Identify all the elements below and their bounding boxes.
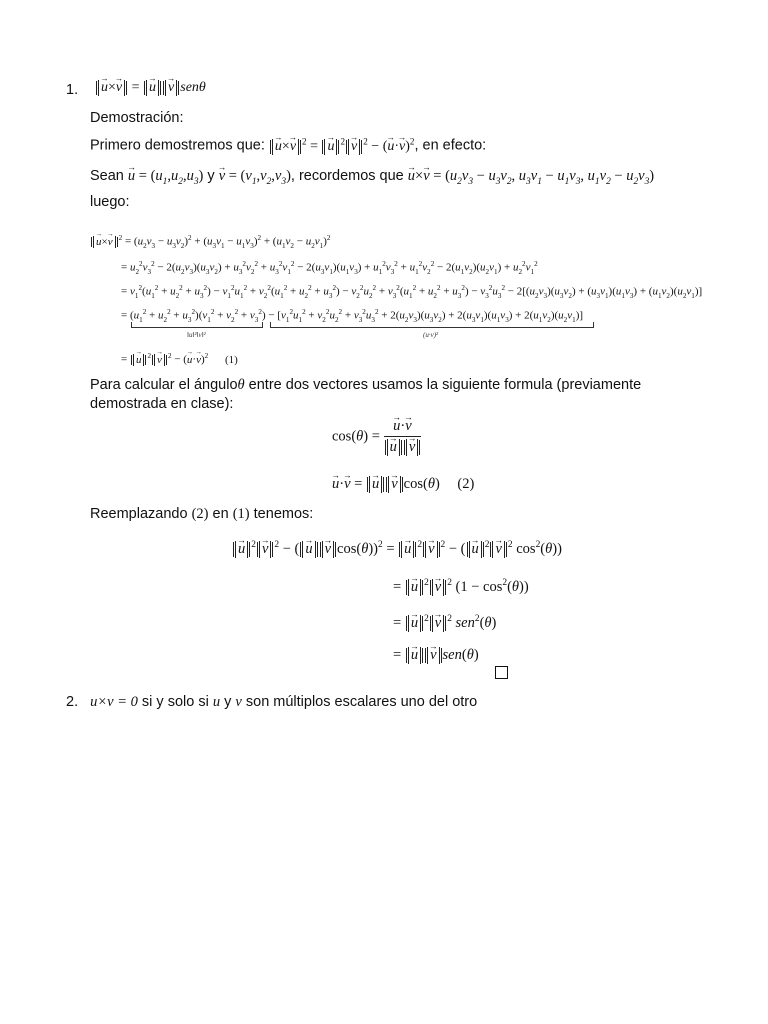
cos-formula: cos(θ) = → u·→ v → u→ v (332, 418, 421, 456)
ref-equation-2: (2) (191, 506, 209, 522)
underbrace-norms-label: ‖u‖²‖v‖² (187, 331, 206, 339)
para-calcular-line-1 (90, 377, 641, 394)
item-1-statement: → u×→ v = → u→ v senθ (95, 80, 206, 96)
equation-tag-2: (2) (457, 476, 475, 492)
reemplazando-line (90, 506, 313, 523)
item-2-v: v (235, 694, 242, 710)
derivation-line-4: = → u→ v sen(θ) (393, 647, 479, 664)
sean-line (90, 168, 654, 187)
sean-text: Sean (90, 168, 124, 184)
para-calcular-text-a: Para calcular el ángulo (90, 377, 238, 393)
expansion-line-4: = $(u_1^2 + u_2^2 + u_3^2)(v_1^2 + v_2^2 + v_3^2) - [v_1^2u_1^2 + v_2^2u_2^2 + v_3^2u_3^2 + 2(u_2v_3)(u_3v_2) + 2(u_3v_1)(u_1v_3) + 2(u_1v_2)(u_2v_1)]$ (121, 308, 584, 324)
expansion-line-2: = $u_2^2v_3^2 - 2(u_2v_3)(u_3v_2) + u_3^2v_2^2 + u_3^2v_1^2 - 2(u_3v_1)(u_1v_3) + u_1^2v_3^2 + u_1^2v_2^2 - 2(u_1v_2)(u_2v_1) + u_2^2v_1^2$ (121, 260, 538, 276)
en-text: en (212, 506, 229, 522)
primero-text: Primero demostremos que: (90, 137, 265, 154)
derivation-line-3: = → u $^2$→ v $^2$ sen$^2$(θ) (393, 614, 496, 632)
v-definition: → $v = (v_1,v_2,v_3)$ (219, 168, 291, 184)
item-2-number: 2. (66, 694, 79, 710)
item-2-u: u (212, 694, 221, 710)
underbrace-dot-label: (u·v)² (423, 331, 439, 339)
item-2-text-a: si y solo si (141, 694, 209, 710)
qed-box (495, 666, 508, 679)
underbrace-norms (131, 322, 263, 328)
ref-equation-1: (1) (232, 506, 250, 522)
y-text: y (207, 168, 215, 184)
expansion-line-1: → u×→ v $^2 = (u_2v_3 - u_3v_2)^2 + (u_3v_1 - u_1v_3)^2 + (u_1v_2 - u_2v_1)^2$ (90, 234, 331, 250)
item-2-y: y (224, 694, 232, 710)
tenemos-text: tenemos: (253, 506, 314, 522)
recordemos-text: , recordemos que (290, 168, 404, 184)
para-calcular-text-b: entre dos vectores usamos la siguiente formula (previamente (248, 377, 642, 393)
dot-product-formula: → u·→ v = → u→ v cos(θ) (2) (332, 476, 474, 493)
derivation-line-2: = → u $^2$→ v $^2$ $(1 - \cos^2(\theta))$ (393, 578, 529, 596)
derivation-line-1: → u $^2$→ v $^2$ − (→ u→ v cos(θ))$^2$ = → u $^2$→ v $^2$ − (→ u $^2$→ v $^2$ $\cos^2(\theta)$) (232, 540, 562, 558)
reemplazando-text: Reemplazando (90, 506, 188, 522)
u-definition: → $u = (u_1,u_2,u_3)$ (128, 168, 203, 184)
primero-line (90, 136, 486, 155)
en-efecto-text: , en efecto: (414, 137, 487, 154)
para-calcular-line-2: demostrada en clase): (90, 396, 234, 412)
demostracion-label: Demostración: (90, 110, 184, 126)
item-2-line (66, 694, 477, 711)
item-2-formula: u×v = 0 (90, 694, 138, 710)
cross-product-definition: → $u\times\to v = (u_2v_3 - u_3v_2$, $u_3v_1 - u_1v_3$, $u_1v_2 - u_2v_3$) (408, 168, 654, 184)
expansion-line-3: = $v_1^2(u_1^2 + u_2^2 + u_3^2) - v_1^2u_1^2 + v_2^2(u_1^2 + u_2^2 + u_3^2) - v_2^2u_2^2 + v_3^2(u_1^2 + u_2^2 + u_3^2) - v_3^2u_3^2 - 2[(u_2v_3)(u_3v_2) + (u_3v_1)(u_1v_3) + (u_1v_2)(u_2v_1)]$ (121, 284, 703, 300)
expansion-result: = → u $^2$→ v $^2$ − (→ u·→ v)$^2$ (1) (121, 352, 238, 366)
identity-formula: → u×→ v $^2$ = → u $^2$→ v $^2$ − (→ u·→ v)$^2$ (269, 139, 415, 154)
equation-tag-1: (1) (224, 353, 238, 366)
item-2-text-b: son múltiplos escalares uno del otro (245, 694, 478, 710)
item-1-header-tail: senθ (180, 80, 206, 95)
item-1-number: 1. (66, 82, 79, 98)
luego-label: luego: (90, 194, 130, 210)
underbrace-dot (270, 322, 594, 328)
theta-symbol: θ (237, 377, 245, 393)
